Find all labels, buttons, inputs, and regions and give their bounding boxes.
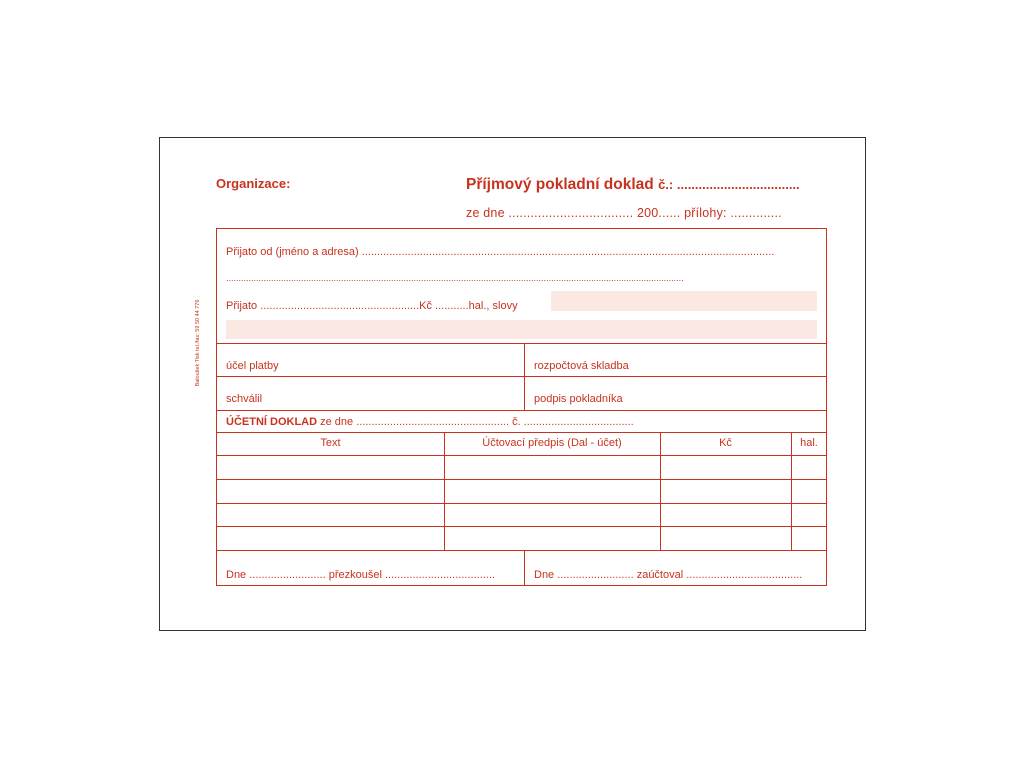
- column-header-czk: Kč: [719, 437, 732, 449]
- table-row-line: [217, 479, 826, 480]
- cashier-signature-label: podpis pokladníka: [534, 393, 623, 405]
- column-header-text: Text: [320, 437, 341, 449]
- table-row-line: [217, 526, 826, 527]
- organization-label: Organizace:: [216, 176, 291, 191]
- table-row-line: [217, 455, 826, 456]
- purpose-label: účel platby: [226, 360, 279, 372]
- footer-posted-line: Dne ......................... zaúčtoval ......................................: [534, 569, 803, 581]
- accounting-doc-date-number: ze dne .................................................. č. ....................................: [320, 416, 634, 428]
- accounting-doc-title: ÚČETNÍ DOKLAD: [226, 416, 318, 428]
- received-from-second-line: .......................................................................................................................................................................................: [226, 273, 684, 283]
- form-frame: [216, 228, 827, 586]
- table-column-line: [660, 432, 661, 550]
- form-title-text: Příjmový pokladní doklad: [466, 176, 654, 193]
- amount-words-shaded-field-2: [226, 320, 817, 339]
- table-column-line: [444, 432, 445, 550]
- footer-divider: [524, 550, 525, 586]
- divider-line: [217, 432, 826, 433]
- form-title: [466, 176, 800, 194]
- table-column-line: [791, 432, 792, 550]
- received-amount-line: Přijato ....................................................Kč ...........hal., slovy: [226, 300, 518, 312]
- form-number: č.: ..................................: [658, 177, 800, 192]
- date-attachments-line: ze dne .................................. 200...... přílohy: ..............: [466, 206, 782, 220]
- receipt-form-sheet: [159, 137, 866, 631]
- table-bottom-line: [217, 550, 826, 551]
- divider-line: [217, 410, 826, 411]
- footer-verified-line: Dne ......................... přezkoušel ....................................: [226, 569, 495, 581]
- column-header-posting: Účtovací předpis (Dal - účet): [482, 437, 622, 449]
- table-row-line: [217, 503, 826, 504]
- accounting-doc-line: [226, 416, 634, 428]
- divider-line: [217, 343, 826, 344]
- column-header-hal: hal.: [800, 437, 818, 449]
- received-from-line: Přijato od (jméno a adresa) .......................................................................................................................................: [226, 246, 775, 258]
- budget-label: rozpočtová skladba: [534, 360, 629, 372]
- printer-side-text: Baloušek Tisk tel./fax: 59 50 44 776: [195, 299, 201, 387]
- divider-line: [217, 376, 826, 377]
- amount-words-shaded-field: [551, 291, 817, 311]
- approved-label: schválil: [226, 393, 263, 405]
